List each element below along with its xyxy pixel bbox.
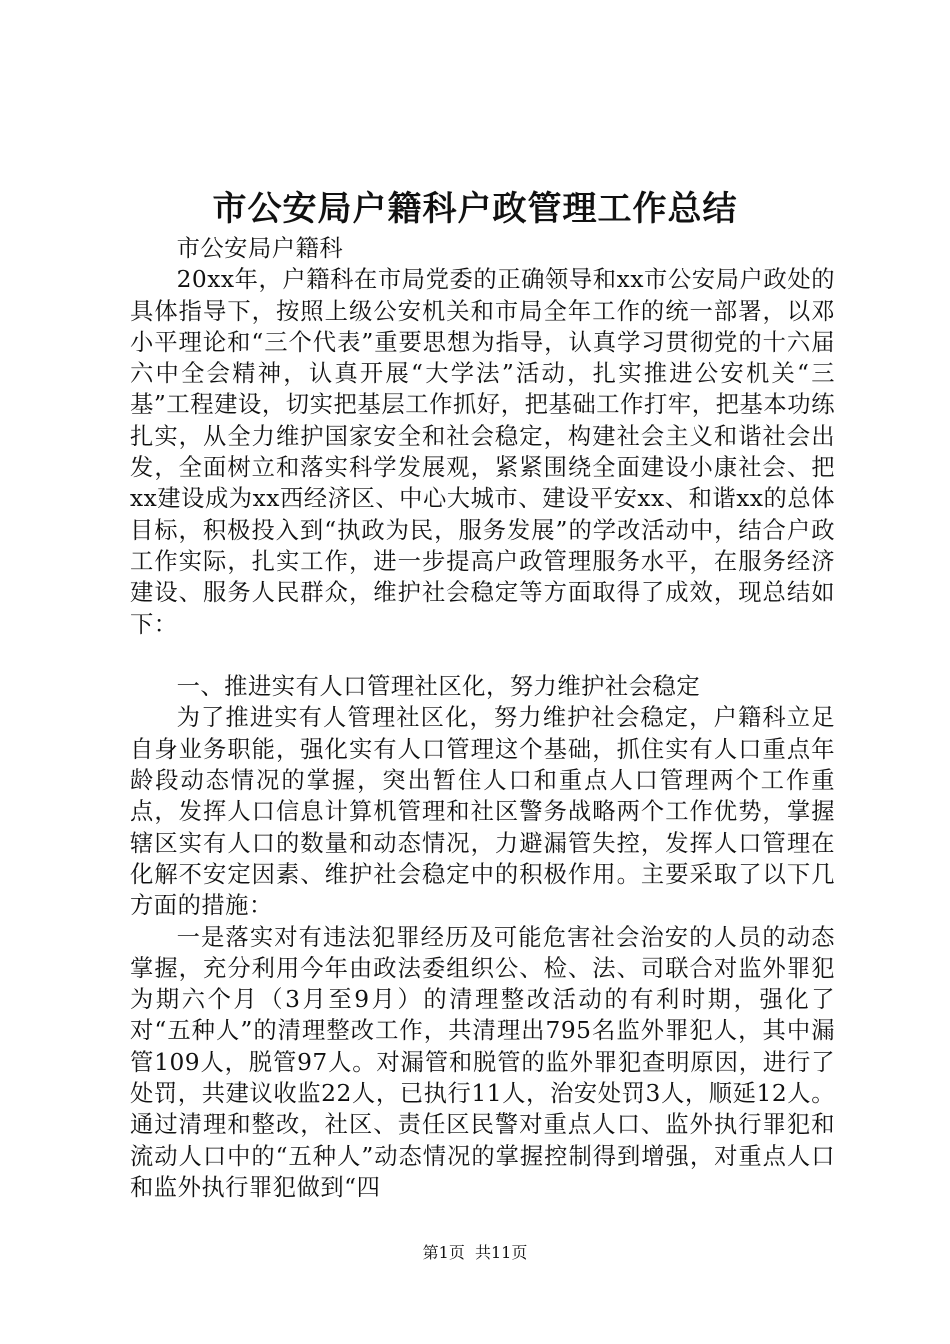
section-heading: 一、推进实有人口管理社区化，努力维护社会稳定 — [176, 673, 701, 701]
measure-paragraph: 一是落实对有违法犯罪经历及可能危害社会治安的人员的动态掌握，充分利用今年由政法委组织公、检、法、司联合对监外罪犯为期六个月（3月至9月）的清理整改活动的有利时期，强化了对“五种人”的清理整改工作，共清理出795名监外罪犯人，其中漏管109人，脱管97人。对漏管和脱管的监外罪犯查明原因，进行了处罚，共建议收监22人，已执行11人，治安处罚3人，顺延12人。通过清理和整改，社区、责任区民警对重点人口、监外执行罪犯和流动人口中的“五种人”动态情况的掌握控制得到增强，对重点人口和监外执行罪犯做到“四 — [130, 923, 835, 1201]
document-title: 市公安局户籍科户政管理工作总结 — [212, 189, 738, 229]
blank-line — [130, 640, 835, 671]
page-footer — [0, 1243, 950, 1263]
author-line: 市公安局户籍科 — [176, 235, 344, 262]
section-paragraph: 为了推进实有人管理社区化，努力维护社会稳定，户籍科立足自身业务职能，强化实有人口管理这个基础，抓住实有人口重点年龄段动态情况的掌握，突出暂住人口和重点人口管理两个工作重点，发挥人口信息计算机管理和社区警务战略两个工作优势，掌握辖区实有人口的数量和动态情况，力避漏管失控，发挥人口管理在化解不安定因素、维护社会稳定中的积极作用。主要采取了以下几方面的措施： — [130, 704, 835, 920]
document-body — [130, 233, 835, 1203]
intro-paragraph: 20xx年，户籍科在市局党委的正确领导和xx市公安局户政处的具体指导下，按照上级公安机关和市局全年工作的统一部署，以邓小平理论和“三个代表”重要思想为指导，认真学习贯彻党的十六届六中全会精神，认真开展“大学法”活动，扎实推进公安机关“三基”工程建设，切实把基层工作抓好，把基础工作打牢，把基本功练扎实，从全力维护国家安全和社会稳定，构建社会主义和谐社会出发，全面树立和落实科学发展观，紧紧围绕全面建设小康社会、把xx建设成为xx西经济区、中心大城市、建设平安xx、和谐xx的总体目标，积极投入到“执政为民，服务发展”的学改活动中，结合户政工作实际，扎实工作，进一步提高户政管理服务水平，在服务经济建设、服务人民群众，维护社会稳定等方面取得了成效，现总结如下： — [130, 266, 835, 638]
page-number: 第1页 共11页 — [422, 1243, 528, 1262]
